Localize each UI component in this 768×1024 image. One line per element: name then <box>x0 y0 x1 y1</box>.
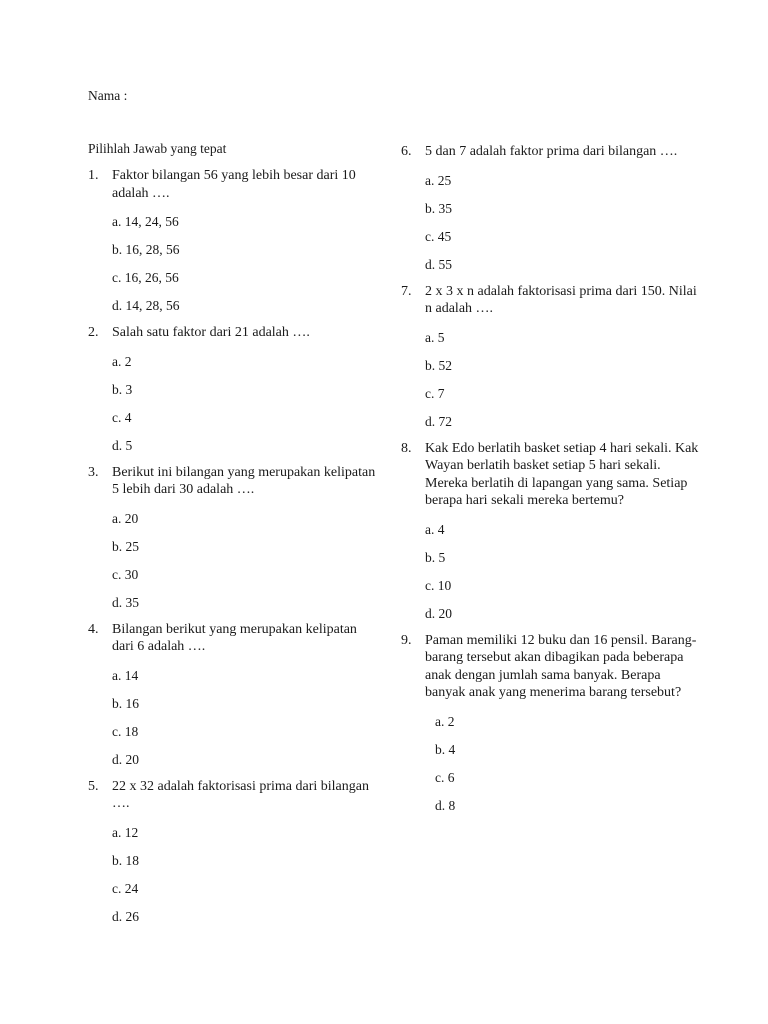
question-text: 2 x 3 x n adalah faktorisasi prima dari 150. Nilai n adalah …. <box>425 283 697 316</box>
option-c: c. 7 <box>425 385 445 401</box>
option-c: c. 30 <box>112 566 139 582</box>
question-text: 22 x 32 adalah faktorisasi prima dari bilangan …. <box>112 778 369 811</box>
option-c: c. 6 <box>435 769 455 785</box>
option-b: b. 16, 28, 56 <box>112 242 180 257</box>
option-a: a. 2 <box>112 353 132 369</box>
question-number: 7. <box>401 283 412 299</box>
option-d: d. 20 <box>112 751 139 767</box>
question-5 <box>88 778 378 925</box>
answer-options <box>112 213 378 314</box>
answer-options <box>425 713 701 814</box>
option-d: d. 8 <box>435 797 456 813</box>
question-7 <box>401 283 701 430</box>
option-c: c. 16, 26, 56 <box>112 270 179 285</box>
option-d: d. 55 <box>425 256 452 272</box>
question-8 <box>401 440 701 622</box>
option-a: a. 14 <box>112 667 139 683</box>
option-b: b. 25 <box>112 538 139 554</box>
option-d: d. 26 <box>112 908 139 924</box>
answer-options <box>112 353 378 454</box>
option-d: d. 5 <box>112 437 133 453</box>
instruction-text: Pilihlah Jawab yang tepat <box>88 141 227 156</box>
question-1 <box>88 167 378 314</box>
option-b: b. 18 <box>112 852 139 868</box>
question-text: Paman memiliki 12 buku dan 16 pensil. Barang-barang tersebut akan dibagikan pada beberapa anak dengan jumlah sama banyak. Berapa banyak anak yang menerima barang tersebut? <box>425 632 697 700</box>
option-d: d. 72 <box>425 413 452 429</box>
answer-options <box>425 521 701 622</box>
question-text: Berikut ini bilangan yang merupakan kelipatan 5 lebih dari 30 adalah …. <box>112 464 376 497</box>
answer-options <box>112 510 378 611</box>
question-number: 4. <box>88 621 99 637</box>
option-b: b. 4 <box>435 741 456 757</box>
question-9 <box>401 632 701 814</box>
option-b: b. 16 <box>112 695 139 711</box>
option-a: a. 5 <box>425 329 445 345</box>
option-a: a. 12 <box>112 824 139 840</box>
option-b: b. 52 <box>425 357 452 373</box>
option-c: c. 18 <box>112 723 139 739</box>
option-b: b. 5 <box>425 549 446 565</box>
question-number: 1. <box>88 168 99 183</box>
option-d: d. 20 <box>425 605 452 621</box>
option-a: a. 2 <box>435 713 455 729</box>
question-6 <box>401 143 701 273</box>
question-text: Kak Edo berlatih basket setiap 4 hari sekali. Kak Wayan berlatih basket setiap 5 hari sekali. Mereka berlatih di lapangan yang sama. Setiap berapa hari sekali mereka bertemu? <box>425 440 699 508</box>
question-number: 8. <box>401 440 412 456</box>
option-a: a. 20 <box>112 510 139 526</box>
option-a: a. 25 <box>425 172 452 188</box>
question-text: Salah satu faktor dari 21 adalah …. <box>112 325 310 340</box>
question-number: 3. <box>88 464 99 480</box>
question-text: 5 dan 7 adalah faktor prima dari bilangan …. <box>425 144 678 159</box>
option-c: c. 4 <box>112 409 132 425</box>
name-label: Nama : <box>88 88 128 103</box>
right-column <box>401 143 701 824</box>
option-c: c. 24 <box>112 880 139 896</box>
option-c: c. 45 <box>425 228 452 244</box>
question-text: Faktor bilangan 56 yang lebih besar dari 10 adalah …. <box>112 168 356 201</box>
question-number: 2. <box>88 325 99 340</box>
option-a: a. 14, 24, 56 <box>112 214 179 229</box>
answer-options <box>425 329 701 430</box>
option-b: b. 3 <box>112 381 133 397</box>
option-a: a. 4 <box>425 521 445 537</box>
question-number: 5. <box>88 778 99 794</box>
question-2 <box>88 324 378 454</box>
question-3 <box>88 464 378 611</box>
option-d: d. 35 <box>112 594 139 610</box>
answer-options <box>112 667 378 768</box>
option-b: b. 35 <box>425 200 452 216</box>
option-c: c. 10 <box>425 577 452 593</box>
question-4 <box>88 621 378 768</box>
question-number: 9. <box>401 632 412 648</box>
question-number: 6. <box>401 144 412 159</box>
answer-options <box>112 824 378 925</box>
answer-options <box>425 172 701 273</box>
question-text: Bilangan berikut yang merupakan kelipatan dari 6 adalah …. <box>112 621 357 654</box>
left-column <box>88 140 378 935</box>
option-d: d. 14, 28, 56 <box>112 298 180 313</box>
